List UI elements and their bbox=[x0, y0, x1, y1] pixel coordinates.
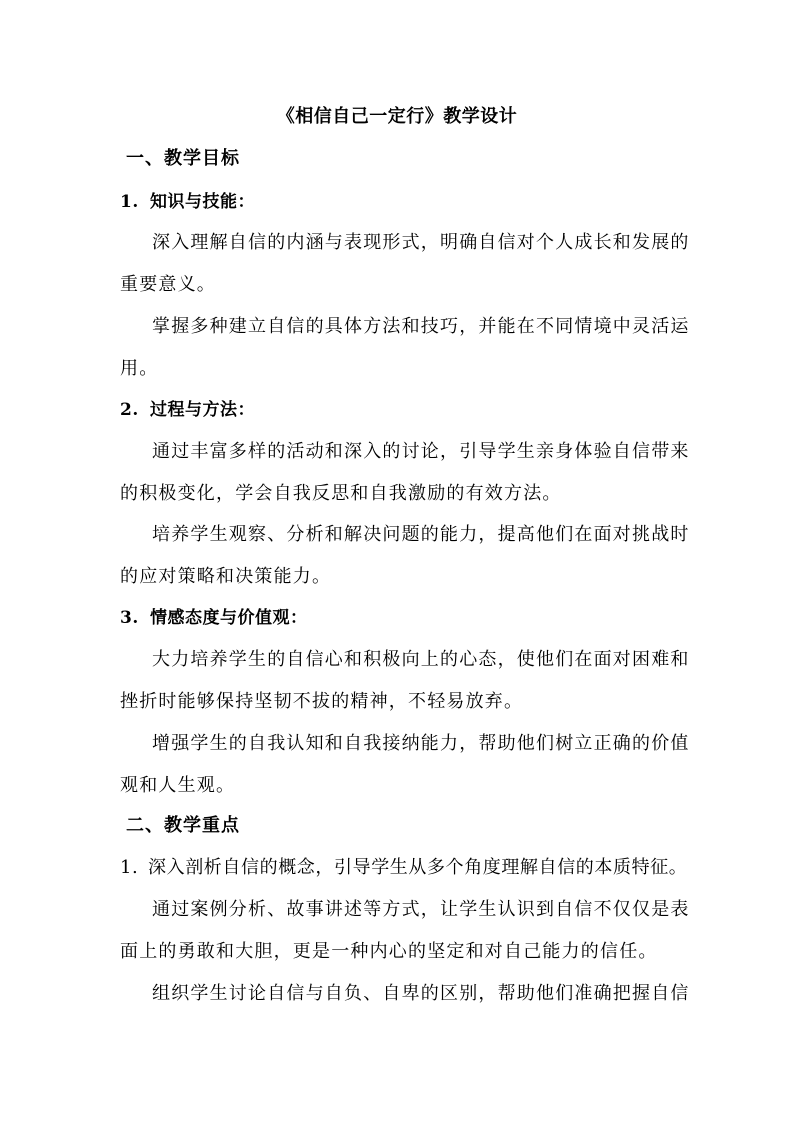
paragraph-line: 的应对策略和决策能力。 bbox=[120, 566, 332, 587]
subheading-text: 情感态度与价值观： bbox=[150, 608, 308, 628]
paragraph-line: 掌握多种建立自信的具体方法和技巧，并能在不同情境中灵活运 bbox=[152, 316, 690, 337]
paragraph-keypoints-2 bbox=[120, 981, 690, 1023]
subheading-number: 2. bbox=[120, 400, 139, 420]
paragraph-line: 组织学生讨论自信与自负、自卑的区别，帮助他们准确把握自信 bbox=[152, 983, 690, 1004]
paragraph-line: 通过案例分析、故事讲述等方式，让学生认识到自信不仅仅是表 bbox=[152, 899, 690, 920]
paragraph-line: 面上的勇敢和大胆，更是一种内心的坚定和对自己能力的信任。 bbox=[120, 941, 658, 962]
subheading-process bbox=[120, 397, 255, 423]
paragraph-line: 深入理解自信的内涵与表现形式，明确自信对个人成长和发展的 bbox=[152, 232, 690, 253]
subheading-number: 1. bbox=[120, 192, 139, 212]
document-title: 《相信自己一定行》教学设计 bbox=[276, 106, 518, 127]
paragraph-line: 的积极变化，学会自我反思和自我激励的有效方法。 bbox=[120, 483, 562, 504]
paragraph-line: 大力培养学生的自信心和积极向上的心态，使他们在面对困难和 bbox=[152, 649, 690, 670]
subheading-knowledge bbox=[120, 189, 255, 215]
paragraph-line: 挫折时能够保持坚韧不拔的精神，不轻易放弃。 bbox=[120, 691, 524, 712]
list-number: 1. bbox=[120, 857, 139, 878]
paragraph-keypoints-1 bbox=[120, 897, 690, 981]
subheading-text: 知识与技能： bbox=[150, 192, 255, 212]
keypoint-item-1 bbox=[120, 855, 690, 881]
paragraph-line: 重要意义。 bbox=[120, 274, 216, 295]
paragraph-process-2 bbox=[120, 522, 690, 606]
paragraph-line: 培养学生观察、分析和解决问题的能力，提高他们在面对挑战时 bbox=[152, 524, 690, 545]
subheading-text: 过程与方法： bbox=[150, 400, 255, 420]
paragraph-line: 用。 bbox=[120, 358, 159, 379]
paragraph-knowledge-2 bbox=[120, 314, 690, 398]
subheading-emotion bbox=[120, 605, 308, 631]
paragraph-knowledge-1 bbox=[120, 230, 690, 314]
paragraph-line: 通过丰富多样的活动和深入的讨论，引导学生亲身体验自信带来 bbox=[152, 441, 690, 462]
paragraph-line: 观和人生观。 bbox=[120, 775, 236, 796]
section-heading-objectives: 一、教学目标 bbox=[126, 148, 240, 169]
section-heading-keypoints: 二、教学重点 bbox=[126, 815, 240, 836]
paragraph-process-1 bbox=[120, 439, 690, 523]
paragraph-emotion-1 bbox=[120, 647, 690, 731]
paragraph-line: 增强学生的自我认知和自我接纳能力，帮助他们树立正确的价值 bbox=[152, 733, 690, 754]
list-text: 深入剖析自信的概念，引导学生从多个角度理解自信的本质特征。 bbox=[148, 857, 688, 878]
paragraph-emotion-2 bbox=[120, 731, 690, 815]
subheading-number: 3. bbox=[120, 608, 139, 628]
